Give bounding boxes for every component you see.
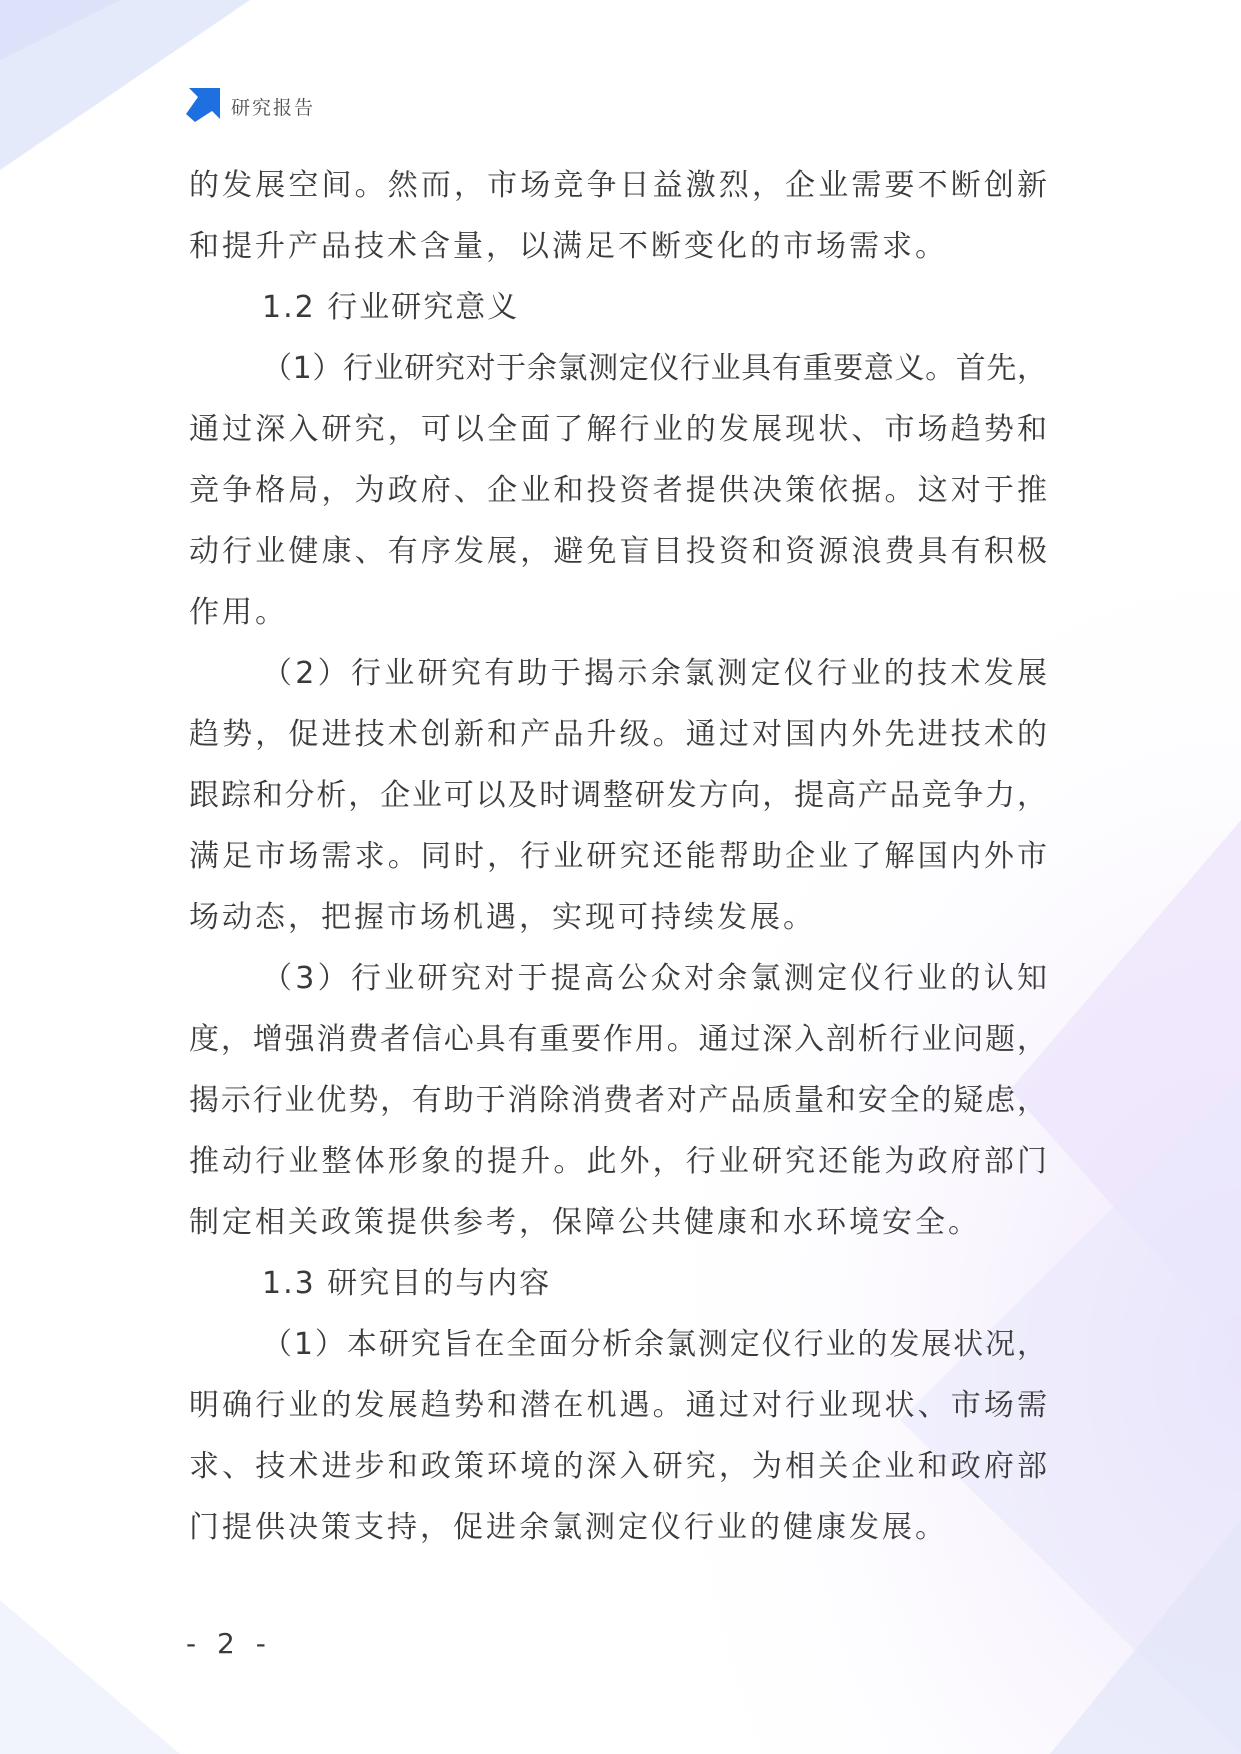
paragraph-line: （1）本研究旨在全面分析余氯测定仪行业的发展状况， <box>262 1327 1047 1362</box>
header-brand: 研究报告 <box>231 97 316 119</box>
paragraph-line: 明确行业的发展趋势和潜在机遇。通过对行业现状、市场需 <box>189 1388 1047 1423</box>
paragraph-line: 和提升产品技术含量，以满足不断变化的市场需求。 <box>189 229 948 264</box>
paragraph-line: 的发展空间。然而，市场竞争日益激烈，企业需要不断创新 <box>189 168 1047 203</box>
paragraph-line: （1）行业研究对于余氯测定仪行业具有重要意义。首先， <box>262 351 1047 386</box>
paragraph-line: 推动行业整体形象的提升。此外，行业研究还能为政府部门 <box>189 1144 1047 1179</box>
paragraph-line: 满足市场需求。同时，行业研究还能帮助企业了解国内外市 <box>189 839 1047 874</box>
paragraph-line: 制定相关政策提供参考，保障公共健康和水环境安全。 <box>189 1205 981 1240</box>
paragraph-line: 场动态，把握市场机遇，实现可持续发展。 <box>189 900 816 935</box>
paragraph-line: 度，增强消费者信心具有重要作用。通过深入剖析行业问题， <box>189 1022 1047 1057</box>
paragraph-line: 作用。 <box>189 595 288 630</box>
paragraph-line: 动行业健康、有序发展，避免盲目投资和资源浪费具有积极 <box>189 534 1047 569</box>
paragraph-line: （3）行业研究对于提高公众对余氯测定仪行业的认知 <box>262 961 1047 996</box>
paragraph-line: 求、技术进步和政策环境的深入研究，为相关企业和政府部 <box>189 1449 1047 1484</box>
paragraph-line: 竞争格局，为政府、企业和投资者提供决策依据。这对于推 <box>189 473 1047 508</box>
paragraph-line: 揭示行业优势，有助于消除消费者对产品质量和安全的疑虑， <box>189 1083 1047 1118</box>
paragraph-line: 通过深入研究，可以全面了解行业的发展现状、市场趋势和 <box>189 412 1047 447</box>
paragraph-line: （2）行业研究有助于揭示余氯测定仪行业的技术发展 <box>262 656 1047 691</box>
page-number: - 2 - <box>186 1627 272 1660</box>
paragraph-line: 门提供决策支持，促进余氯测定仪行业的健康发展。 <box>189 1510 948 1545</box>
paragraph-line: 跟踪和分析，企业可以及时调整研发方向，提高产品竞争力， <box>189 778 1047 813</box>
section-heading: 1.2 行业研究意义 <box>262 290 520 325</box>
section-heading: 1.3 研究目的与内容 <box>262 1266 552 1301</box>
paragraph-line: 趋势，促进技术创新和产品升级。通过对国内外先进技术的 <box>189 717 1047 752</box>
